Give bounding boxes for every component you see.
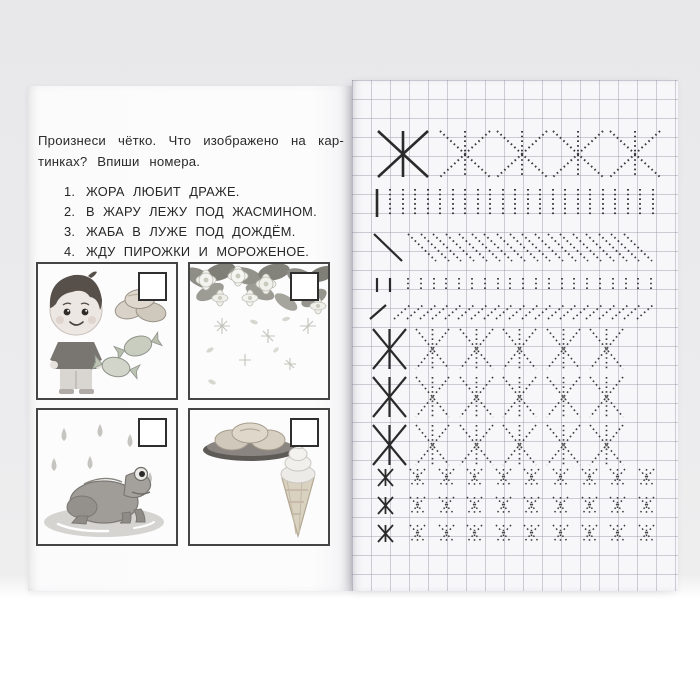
answer-box-2[interactable]	[290, 272, 319, 301]
trace-glyph-zh-dotted	[524, 525, 539, 542]
trace-glyph-zh-dotted	[524, 497, 539, 514]
falling-petals	[206, 316, 316, 385]
trace-glyph-vline-dotted	[416, 278, 426, 292]
trace-glyph-vline-dotted	[559, 189, 571, 217]
trace-glyph-vline-dotted	[493, 278, 503, 292]
trace-glyph-zh-dotted	[460, 425, 493, 465]
task-text: ЖАБА В ЛУЖЕ ПОД ДОЖДЁМ.	[86, 224, 296, 239]
trace-glyph-vline-dotted	[647, 189, 659, 217]
trace-glyph-vline-dotted	[534, 189, 546, 217]
trace-row-8-zh-medium	[352, 425, 678, 465]
trace-glyph-vline-dotted	[384, 189, 396, 217]
trace-glyph-zh-dotted	[547, 425, 580, 465]
trace-glyph-vline-dotted	[480, 278, 490, 292]
trace-glyph-vline-solid	[372, 278, 382, 292]
task-item-3	[64, 222, 348, 242]
trace-glyph-vline-dotted	[582, 278, 592, 292]
trace-row-7-zh-medium	[352, 377, 678, 417]
instruction-line-1: Произнеси чётко. Что изображено на кар-	[38, 133, 344, 148]
task-text: ЖОРА ЛЮБИТ ДРАЖЕ.	[86, 184, 240, 199]
trace-glyph-vline-dotted	[422, 189, 434, 217]
trace-glyph-zh-dotted	[410, 525, 425, 542]
trace-glyph-zh-dotted	[496, 469, 511, 486]
trace-glyph-zh-solid	[373, 329, 406, 369]
trace-glyph-zh-dotted	[582, 469, 597, 486]
task-item-1	[64, 182, 348, 202]
trace-glyph-zh-dotted	[460, 377, 493, 417]
trace-glyph-slash-dotted	[637, 305, 653, 319]
trace-glyph-zh-dotted	[524, 469, 539, 486]
instruction-line-2: тинках? Впиши номера.	[38, 154, 201, 169]
trace-glyph-vline-dotted	[403, 278, 413, 292]
task-item-4	[64, 242, 348, 262]
trace-glyph-vline-dotted	[454, 278, 464, 292]
task-number: 1.	[64, 184, 76, 199]
picture-box-frog-in-rain	[36, 408, 178, 546]
trace-glyph-zh-dotted	[610, 469, 625, 486]
task-list	[64, 182, 348, 262]
trace-glyph-vline-dotted	[646, 278, 656, 292]
task-number: 3.	[64, 224, 76, 239]
trace-glyph-zh-solid	[378, 131, 428, 177]
trace-glyph-zh-dotted	[610, 497, 625, 514]
trace-glyph-vline-dotted	[595, 278, 605, 292]
answer-box-4[interactable]	[290, 418, 319, 447]
trace-glyph-vline-dotted	[497, 189, 509, 217]
left-page	[28, 86, 352, 591]
trace-glyph-vline-dotted	[531, 278, 541, 292]
picture-box-pirozhki-ice-cream	[188, 408, 330, 546]
trace-glyph-vline-dotted	[608, 278, 618, 292]
trace-glyph-zh-dotted	[610, 131, 660, 177]
trace-glyph-vline-dotted	[467, 278, 477, 292]
trace-glyph-zh-solid	[378, 525, 393, 542]
trace-glyph-vline-dotted	[572, 189, 584, 217]
trace-glyph-zh-dotted	[440, 131, 490, 177]
trace-row-6-zh-medium	[352, 329, 678, 369]
trace-glyph-vline-dotted	[522, 189, 534, 217]
trace-glyph-zh-dotted	[553, 525, 568, 542]
instruction-text	[38, 130, 344, 172]
trace-glyph-zh-dotted	[410, 497, 425, 514]
trace-glyph-vline-dotted	[633, 278, 643, 292]
trace-glyph-zh-dotted	[553, 497, 568, 514]
right-page-grid-paper	[352, 80, 678, 591]
trace-row-2-vline-tall	[352, 189, 678, 217]
trace-glyph-zh-dotted	[439, 469, 454, 486]
trace-glyph-zh-dotted	[416, 377, 449, 417]
task-text: В ЖАРУ ЛЕЖУ ПОД ЖАСМИНОМ.	[86, 204, 317, 219]
trace-glyph-vline-dotted	[547, 189, 559, 217]
trace-glyph-vline-dotted	[447, 189, 459, 217]
plate-of-pirozhki	[203, 423, 297, 461]
trace-glyph-zh-dotted	[610, 525, 625, 542]
trace-glyph-vline-dotted	[505, 278, 515, 292]
trace-glyph-vline-dotted	[557, 278, 567, 292]
trace-glyph-zh-solid	[378, 469, 393, 486]
trace-glyph-vline-dotted	[484, 189, 496, 217]
trace-glyph-zh-dotted	[460, 329, 493, 369]
trace-glyph-vline-solid	[385, 278, 395, 292]
trace-row-9-zh-small	[352, 469, 678, 486]
picture-box-boy-with-dragees	[36, 262, 178, 400]
answer-box-3[interactable]	[138, 418, 167, 447]
trace-glyph-zh-dotted	[639, 525, 654, 542]
trace-glyph-zh-dotted	[467, 469, 482, 486]
trace-glyph-vline-dotted	[544, 278, 554, 292]
boy-figure	[50, 272, 102, 395]
trace-glyph-vline-dotted	[441, 278, 451, 292]
trace-glyph-vline-dotted	[622, 189, 634, 217]
task-text: ЖДУ ПИРОЖКИ И МОРОЖЕНОЕ.	[86, 244, 310, 259]
trace-glyph-zh-dotted	[467, 497, 482, 514]
frog	[67, 468, 151, 525]
trace-glyph-zh-dotted	[467, 525, 482, 542]
trace-glyph-zh-dotted	[639, 469, 654, 486]
trace-glyph-zh-solid	[373, 377, 406, 417]
trace-row-10-zh-small	[352, 497, 678, 514]
trace-glyph-vline-dotted	[518, 278, 528, 292]
trace-glyph-vline-dotted	[459, 189, 471, 217]
task-number: 2.	[64, 204, 76, 219]
trace-glyph-vline-dotted	[509, 189, 521, 217]
trace-glyph-vline-dotted	[584, 189, 596, 217]
trace-row-4-vline-short	[352, 278, 678, 292]
trace-glyph-vline-dotted	[397, 189, 409, 217]
trace-glyph-zh-solid	[378, 497, 393, 514]
trace-glyph-zh-solid	[373, 425, 406, 465]
trace-row-5-slash-short	[352, 305, 678, 319]
trace-glyph-slash-solid	[370, 305, 386, 319]
trace-row-11-zh-small	[352, 525, 678, 542]
trace-glyph-vline-solid	[371, 189, 383, 217]
trace-glyph-vline-dotted	[434, 189, 446, 217]
trace-glyph-zh-dotted	[590, 329, 623, 369]
trace-glyph-zh-dotted	[590, 425, 623, 465]
trace-row-3-bslash-tall	[352, 234, 678, 261]
trace-glyph-zh-dotted	[439, 497, 454, 514]
trace-glyph-vline-dotted	[634, 189, 646, 217]
trace-glyph-vline-dotted	[429, 278, 439, 292]
trace-glyph-zh-dotted	[590, 377, 623, 417]
trace-glyph-vline-dotted	[609, 189, 621, 217]
answer-box-1[interactable]	[138, 272, 167, 301]
trace-glyph-zh-dotted	[503, 425, 536, 465]
wrapped-candies	[92, 330, 163, 381]
trace-glyph-zh-dotted	[410, 469, 425, 486]
trace-glyph-zh-dotted	[547, 377, 580, 417]
picture-box-jasmine	[188, 262, 330, 400]
trace-glyph-vline-dotted	[472, 189, 484, 217]
trace-glyph-vline-dotted	[409, 189, 421, 217]
trace-glyph-zh-dotted	[553, 469, 568, 486]
trace-glyph-zh-dotted	[496, 525, 511, 542]
trace-glyph-zh-dotted	[582, 525, 597, 542]
trace-glyph-zh-dotted	[416, 329, 449, 369]
trace-glyph-zh-dotted	[639, 497, 654, 514]
trace-glyph-bslash-solid	[374, 234, 402, 261]
trace-glyph-zh-dotted	[496, 497, 511, 514]
task-item-2	[64, 202, 348, 222]
trace-glyph-zh-dotted	[547, 329, 580, 369]
trace-glyph-bslash-dotted	[624, 234, 652, 261]
trace-glyph-vline-dotted	[569, 278, 579, 292]
trace-glyph-vline-dotted	[597, 189, 609, 217]
trace-row-1-zh-large	[352, 131, 678, 177]
trace-glyph-zh-dotted	[553, 131, 603, 177]
trace-glyph-zh-dotted	[497, 131, 547, 177]
task-number: 4.	[64, 244, 76, 259]
trace-glyph-zh-dotted	[439, 525, 454, 542]
trace-glyph-vline-dotted	[621, 278, 631, 292]
trace-glyph-zh-dotted	[416, 425, 449, 465]
trace-glyph-zh-dotted	[582, 497, 597, 514]
trace-glyph-zh-dotted	[503, 329, 536, 369]
trace-glyph-zh-dotted	[503, 377, 536, 417]
